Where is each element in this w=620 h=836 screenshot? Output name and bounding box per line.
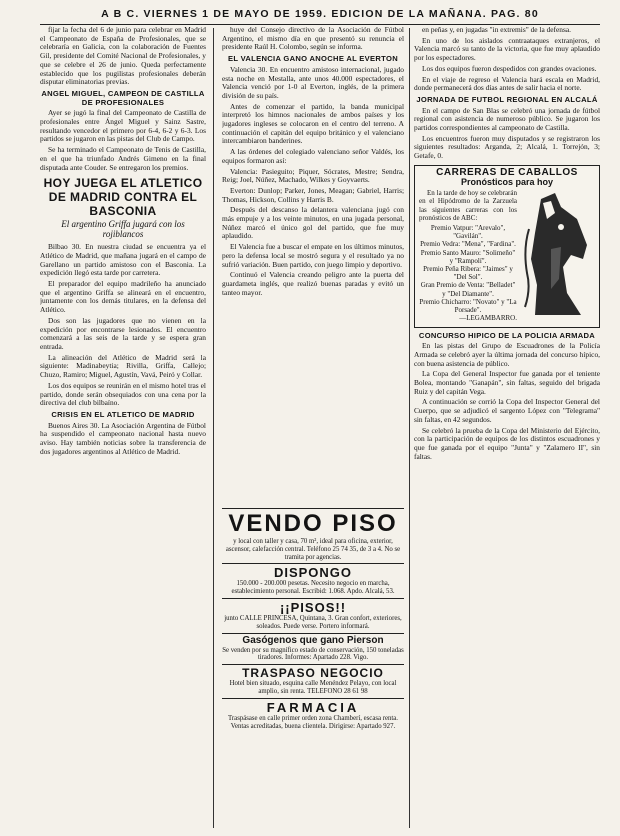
article-paragraph: Ayer se jugó la final del Campeonato de Castilla de profesionales entre Ángel Miguel y Sainz Sastre, resultando vencedor el primero por 6-4, 6-2 y 6-3. Los partidos se jugaron en las pistas del Club de Campo. <box>40 108 206 144</box>
race-prediction: Premio Chicharro: "Novato" y "La Porsade". <box>419 297 517 315</box>
section-subhead: CONCURSO HIPICO DE LA POLICIA ARMADA <box>418 330 596 340</box>
ad-farmacia <box>222 698 404 733</box>
ad-heading: VENDO PISO <box>228 510 398 537</box>
ad-heading: TRASPASO NEGOCIO <box>242 666 384 681</box>
ad-text: y local con taller y casa, 70 m², ideal para oficina, exterior, ascensor, calefacción central. Teléfono 25 74 35, de 3 a 4. No se tramita por agencias. <box>225 538 401 561</box>
ad-dispongo <box>222 563 404 598</box>
article-paragraph: en peñas y, en jugadas "in extremis" de la defensa. <box>422 26 572 34</box>
article-paragraph: Se celebró la prueba de la Copa del Ministerio del Ejército, con la participación de equipos de los distintos escuadrones y que fue ganada por el equipo "Junta" y "Zalamero II", sin faltas. <box>414 425 600 461</box>
article-paragraph: A las órdenes del colegiado valenciano señor Valdés, los equipos formaron así: <box>222 147 404 165</box>
horse-head-illustration <box>521 189 595 321</box>
article-paragraph: Bilbao 30. En nuestra ciudad se encuentra ya el Atlético de Madrid, que mañana jugará en el campo de Garellano un partido amistoso con el Basconia. La expedición llegó esta tarde por carretera. <box>40 242 206 278</box>
article-paragraph: En el campo de San Blas se celebró una jornada de fútbol regional con asistencia de numeroso público. Se jugaron los partidos correspondientes al campeonato de Castilla. <box>414 105 600 133</box>
section-subhead: EL VALENCIA GANO ANOCHE AL EVERTON <box>228 54 398 64</box>
race-prediction: Premio Santo Mauro: "Solimeño" y "Rampolí". <box>420 248 516 265</box>
column-left <box>40 26 206 830</box>
race-prediction: Gran Premio de Venta: "Belladet" y "Del Diamante". <box>420 281 516 298</box>
ad-heading: Gasógenos que gano Pierson <box>242 634 384 646</box>
race-prediction: Premio Vatpur: "Arevalo", "Gavilán". <box>430 224 506 241</box>
article-paragraph: Continuó el Valencia creando peligro ante la puerta del guardameta inglés, que realizó buenas paradas y evitó un tanteo mayor. <box>222 270 404 297</box>
ad-text: Hotel bien situado, esquina calle Menéndez Pelayo, con local amplio, sin renta. TELEFONO 28 61 98 <box>229 680 397 695</box>
article-paragraph: La Copa del General Inspector fue ganada por el teniente Bolea, montando "Ganapán", sin faltas, seguido del brigada Ruiz y del capitán Vega. <box>414 369 600 396</box>
ad-heading: ¡¡PISOS!! <box>279 599 347 615</box>
page-header: A B C. VIERNES 1 DE MAYO DE 1959. EDICION DE LA MAÑANA. PAG. 80 <box>40 8 600 25</box>
article-paragraph: Los encuentros fueron muy disputados y se registraron los siguientes resultados: Arganda, 2; Alcalá, 1. Torrejón, 3; Getafe, 0. <box>414 133 600 161</box>
race-prediction: Premio Vedra: "Mena", "Fardina". <box>420 240 516 249</box>
section-subhead: ANGEL MIGUEL, CAMPEON DE CASTILLA DE PROFESIONALES <box>41 88 205 107</box>
article-paragraph: En uno de los aislados contraataques extranjeros, el Valencia marcó su tanto de la victoria, que fue muy aplaudido por los espectadores. <box>414 35 600 63</box>
ad-vendo-piso <box>222 508 404 563</box>
box-subtitle: Pronósticos para hoy <box>460 176 554 187</box>
headline: HOY JUEGA EL ATLETICO DE MADRID CONTRA EL BASCONIA <box>43 176 203 219</box>
ad-text: Se venden por su magnífico estado de conservación, 150 toneladas tiradores. Informes: Apartado 228. Vigo. <box>222 646 404 662</box>
column-rule <box>213 28 214 828</box>
article-paragraph: Everton: Dunlop; Parker, Jones, Meagan; Gabriel, Harris; Thomas, Hickson, Collins y Harris B. <box>222 185 404 204</box>
ad-heading: FARMACIA <box>266 699 360 715</box>
article-paragraph: Se ha terminado el Campeonato de Tenis de Castilla, en el que ha triunfado Andrés Gimeno en la final disputada ante Couder. Se entregaron los premios. <box>40 145 206 172</box>
race-prediction: Premio Peña Ribera: "Jaimes" y "Del Sol". <box>423 265 513 282</box>
article-paragraph: Valencia: Pasieguito; Piquer, Sócrates, Mestre; Sendra, Reig; Joel, Núñez, Machado, Wilkes y Goyvaerts. <box>222 166 404 185</box>
box-signature: —LEGAMBARRO. <box>459 314 517 323</box>
article-paragraph: Antes de comenzar el partido, la banda municipal interpretó los himnos nacionales de ambos países y los jugadores ingleses se colocaron en el centro del terreno. A continuación el capitán del equipo británico y el valenciano intercambiaron banderines. <box>222 101 404 146</box>
ad-heading: DISPONGO <box>273 565 353 581</box>
article-paragraph: El Valencia fue a buscar el empate en los últimos minutos, pero la defensa local se mostró segura y el resultado ya no sufrió variación. Buen partido, con juego limpio y deportivo. <box>222 242 404 269</box>
box-paragraph: En la tarde de hoy se celebrarán en el Hipódromo de la Zarzuela las siguientes carreras con los pronósticos de ABC: <box>419 189 517 222</box>
column-rule <box>409 28 410 828</box>
article-paragraph: La alineación del Atlético de Madrid será la siguiente: Madinabeytia; Rivilla, Griffa, Callejo; Chuzo, Ramiro; Miguel, Agustín, Vavá, Peiró y Collar. <box>40 352 206 380</box>
ad-text: Traspásase en calle primer orden zona Chamberí, escasa renta. Ventas acreditadas, buena clientela. Dirigirse: Apartado 927. <box>228 714 398 730</box>
article-paragraph: El preparador del equipo madrileño ha anunciado que el argentino Griffa se alineará en el encuentro, juntamente con los demás titulares, en la defensa del Atlético. <box>40 279 206 315</box>
box-title: CARRERAS DE CABALLOS <box>436 166 578 178</box>
article-paragraph: Los dos equipos se reunirán en el mismo hotel tras el partido, donde serán obsequiados con una cena por la directiva del club bilbaíno. <box>40 380 206 408</box>
headline-deck: El argentino Griffa jugará con los rojiblancos <box>61 219 185 240</box>
article-paragraph: Los dos equipos fueron despedidos con grandes ovaciones. <box>422 63 597 73</box>
article-paragraph: fijar la fecha del 6 de junio para celebrar en Madrid el Campeonato de España de Profesionales, que se celebraría en Galicia, con la colaboración de Fuentes Gil, presidente del Comité Nacional de Profesionales, y que se celebre el 26 de junio. Queda perfectamente establecido que los pugilistas profesionales deberán disputar eliminatorias previas. <box>40 26 206 87</box>
article-paragraph: Buenos Aires 30. La Asociación Argentina de Fútbol ha suspendido el campeonato nacional hasta nuevo aviso. Hay también noticias sobre la transferencia de dos jugadores argentinos al Atlético de Madrid. <box>40 420 206 456</box>
ad-text: 150.000 - 200.000 pesetas. Necesito negocio en marcha, establecimiento personal. Escribid: 1.068. Apdo. Alcalá, 53. <box>231 580 395 596</box>
classified-ads <box>222 508 404 830</box>
ad-gasogenos <box>222 633 404 665</box>
column-right <box>414 26 600 830</box>
section-subhead: JORNADA DE FUTBOL REGIONAL EN ALCALÁ <box>416 94 598 104</box>
article-paragraph: Después del descanso la delantera valenciana jugó con más empuje y a los veinte minutos, en una jugada personal, Núñez marcó el único gol del partido, que fue muy aplaudido. <box>222 205 404 241</box>
ad-pisos <box>222 598 404 633</box>
article-paragraph: huye del Consejo directivo de la Asociación de Fútbol Argentino, el mismo día en que presentó su renuncia el presidente Raúl H. Colombo, según se informa. <box>222 26 404 52</box>
ad-traspaso <box>222 664 404 698</box>
column-middle <box>222 26 404 504</box>
section-subhead: CRISIS EN EL ATLETICO DE MADRID <box>51 409 195 419</box>
ad-text: junto CALLE PRINCESA, Quintana, 3. Gran confort, exteriores, soleados. Puede verse. Portero informará. <box>224 614 402 630</box>
article-paragraph: En el viaje de regreso el Valencia hará escala en Madrid, donde permanecerá dos días antes de salir hacia el norte. <box>414 74 600 93</box>
article-paragraph: En las pistas del Grupo de Escuadrones de la Policía Armada se celebró ayer la última jornada del concurso hípico, con buena asistencia de público. <box>414 341 600 368</box>
article-paragraph: A continuación se corrió la Copa del Inspector General del Cuerpo, que se adjudicó el sargento López con "Telegrama" sin faltas, en 42 segundos. <box>414 397 600 424</box>
article-paragraph: Valencia 30. En encuentro amistoso internacional, jugado esta noche en Mestalla, ante unos 40.000 espectadores, el Valencia venció por 1-0 al Everton, inglés, de la primera división de su país. <box>222 64 404 100</box>
horse-racing-box <box>414 165 600 328</box>
article-paragraph: Dos son las jugadores que no vienen en la expedición por encontrarse lesionados. El encuentro comenzará a las seis de la tarde y se espera gran entrada. <box>40 315 206 351</box>
